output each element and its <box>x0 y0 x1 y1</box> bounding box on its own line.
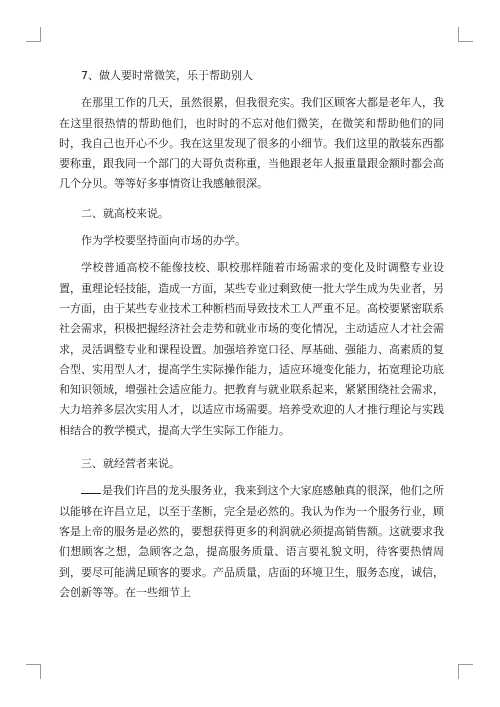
crop-mark-bottom-left <box>26 664 41 679</box>
crop-mark-bottom-right <box>458 664 473 679</box>
paragraph-school: 学校普通高校不能像技校、职校那样随着市场需求的变化及时调整专业设置，重理论轻技能，造成一方面，某些专业过剩致使一批大学生成为失业者，另一方面，由于某些专业技术工种断档而导致技术工人严重不足。高校要紧密联系社会需求，积极把握经济社会走势和就业市场的变化情况，主动适应人才社会需求，灵活调整专业和课程设置。加强培养宽口径、厚基础、强能力、高素质的复合型、实用型人才，提高学生实际操作能力，适应环境变化能力，拓宽理论功底和知识领域，增强社会适应能力。把教育与就业联系起来，紧紧围绕社会需求，大力培养多层次实用人才，以适应市场需要。培养受欢迎的人才推行理论与实践相结合的教学模式，提高大学生实际工作能力。 <box>59 261 444 437</box>
paragraph-work-experience: 在那里工作的几天，虽然很累，但我很充实。我们区顾客大都是老年人，我在这里很热情的帮助他们，也时时的不忘对他们微笑，在微笑和帮助他们的同时，我自己也开心不少。我在这里发现了很多的小细节。我们这里的散装东西都要称重，跟我同一个部门的大哥负责称重，当他跟老年人报重量跟金额时都会高几个分贝。等等好多事情资让我感触很深。 <box>59 96 444 191</box>
paragraph-business-text: 是我们许昌的龙头服务业，我来到这个大家庭感触真的很深，他们之所以能够在许昌立足，以至于垄断，完全是必然的。我认为作为一个服务行业，顾客是上帝的服务是必然的，要想获得更多的利润就必须提高销售额。这就要求我们想顾客之想，急顾客之急，提高服务质量、语言要礼貌文明，待客要热情周到，要尽可能满足顾客的要求。产品质量，店面的环境卫生，服务态度，诚信，会创新等等。在一些细节上 <box>59 484 444 599</box>
paragraph-business <box>59 481 444 603</box>
crop-mark-top-right <box>458 27 473 42</box>
section-heading-3: 三、就经营者来说。 <box>81 457 180 471</box>
section-heading-7: 7、做人要时常微笑，乐于帮助别人 <box>81 69 253 82</box>
blank-fill-line <box>81 482 101 494</box>
school-statement: 作为学校要坚持面向市场的办学。 <box>81 234 246 248</box>
section-heading-2: 二、就高校来说。 <box>81 206 169 220</box>
document-body <box>59 66 444 603</box>
crop-mark-top-left <box>26 27 41 42</box>
